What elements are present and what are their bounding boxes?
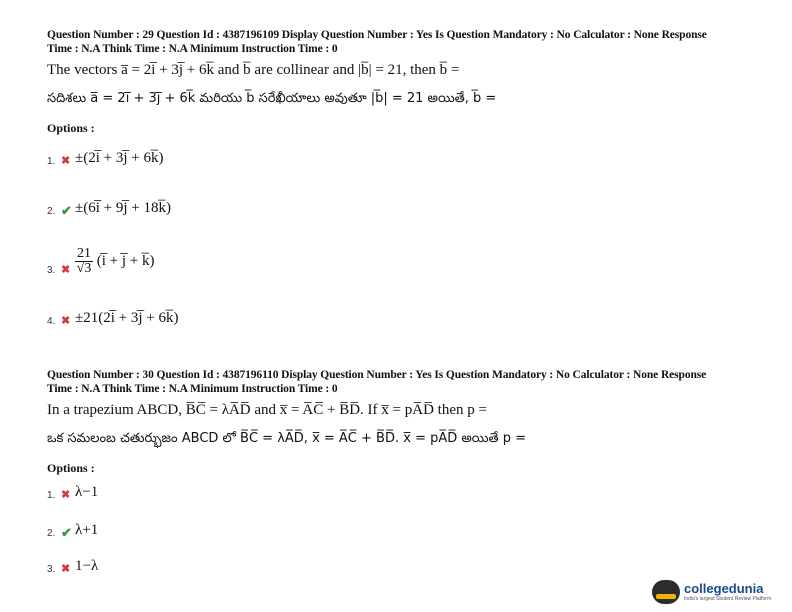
q30-option-2[interactable] bbox=[47, 522, 98, 539]
question-29 bbox=[47, 28, 767, 136]
q30-option-1-number: 1. bbox=[47, 490, 56, 501]
question-30-meta bbox=[47, 368, 767, 396]
wrong-mark-icon: ✖ bbox=[61, 155, 71, 167]
question-30-meta-line2: Time : N.A Think Time : N.A Minimum Instruction Time : 0 bbox=[47, 383, 338, 395]
q29-option-3-text: (i̅ + j̅ + k̅) bbox=[96, 252, 155, 269]
fraction-numerator: 21 bbox=[77, 246, 91, 261]
q30-option-3-text: 1−λ bbox=[75, 558, 99, 574]
q29-option-1[interactable] bbox=[47, 150, 163, 167]
logo-brand: collegedunia bbox=[684, 580, 764, 596]
wrong-mark-icon: ✖ bbox=[61, 563, 71, 575]
question-29-meta bbox=[47, 28, 767, 56]
question-29-text-telugu: సదిశలు a̅ = 2i̅ + 3j̅ + 6k̅ మరియు b̅ సరేఖీయాలు అవుతూ |b̅| = 21 అయితే, b̅ = bbox=[47, 91, 497, 106]
q30-option-2-number: 2. bbox=[47, 528, 56, 539]
q29-option-1-number: 1. bbox=[47, 156, 56, 167]
q29-option-4[interactable] bbox=[47, 310, 178, 327]
q29-option-1-text: ±(2i̅ + 3j̅ + 6k̅) bbox=[75, 150, 164, 166]
correct-check-icon: ✔ bbox=[61, 525, 72, 540]
question-30-options-label: Options : bbox=[47, 461, 95, 475]
q30-option-2-text: λ+1 bbox=[75, 522, 99, 538]
q29-option-3-value bbox=[75, 247, 155, 276]
question-30-text-english: In a trapezium ABCD, B̅C̅ = λA̅D̅ and x̅ = A̅C̅ + B̅D̅. If x̅ = pA̅D̅ then p = bbox=[47, 402, 487, 418]
q29-option-3-fraction bbox=[75, 247, 93, 276]
q30-option-1-text: λ−1 bbox=[75, 484, 99, 500]
q29-option-2-number: 2. bbox=[47, 206, 56, 217]
wrong-mark-icon: ✖ bbox=[61, 264, 71, 276]
q29-option-4-number: 4. bbox=[47, 316, 56, 327]
fraction-denominator: √3 bbox=[76, 261, 92, 276]
logo-mascot-icon bbox=[652, 580, 680, 604]
question-30-text-telugu: ఒక సమలంబ చతుర్భుజం ABCD లో B̅C̅ = λA̅D̅, x̅ = A̅C̅ + B̅D̅. x̅ = pA̅D̅ అయితే p = bbox=[47, 431, 527, 446]
wrong-mark-icon: ✖ bbox=[61, 315, 71, 327]
question-30 bbox=[47, 368, 767, 476]
question-30-meta-line1: Question Number : 30 Question Id : 4387196110 Display Question Number : Yes Is Question Mandatory : No Calculator : None Response bbox=[47, 369, 707, 381]
correct-check-icon: ✔ bbox=[61, 203, 72, 218]
q29-option-2[interactable] bbox=[47, 200, 171, 217]
collegedunia-logo bbox=[652, 580, 771, 604]
q30-option-3[interactable] bbox=[47, 558, 98, 575]
q30-option-1[interactable] bbox=[47, 484, 98, 501]
q30-option-3-number: 3. bbox=[47, 564, 56, 575]
question-29-options-label: Options : bbox=[47, 121, 95, 135]
question-29-meta-line1: Question Number : 29 Question Id : 4387196109 Display Question Number : Yes Is Question Mandatory : No Calculator : None Response bbox=[47, 29, 707, 41]
q29-option-3[interactable] bbox=[47, 247, 155, 276]
question-29-meta-line2: Time : N.A Think Time : N.A Minimum Instruction Time : 0 bbox=[47, 43, 338, 55]
wrong-mark-icon: ✖ bbox=[61, 489, 71, 501]
logo-text bbox=[684, 582, 771, 603]
q29-option-2-text: ±(6i̅ + 9j̅ + 18k̅) bbox=[75, 200, 171, 216]
q29-option-3-number: 3. bbox=[47, 265, 56, 276]
question-29-text-english: The vectors a̅ = 2i̅ + 3j̅ + 6k̅ and b̅ are collinear and |b̅| = 21, then b̅ = bbox=[47, 62, 460, 78]
q29-option-4-text: ±21(2i̅ + 3j̅ + 6k̅) bbox=[75, 310, 179, 326]
logo-tagline: India's largest Student Review Platform bbox=[684, 595, 772, 602]
